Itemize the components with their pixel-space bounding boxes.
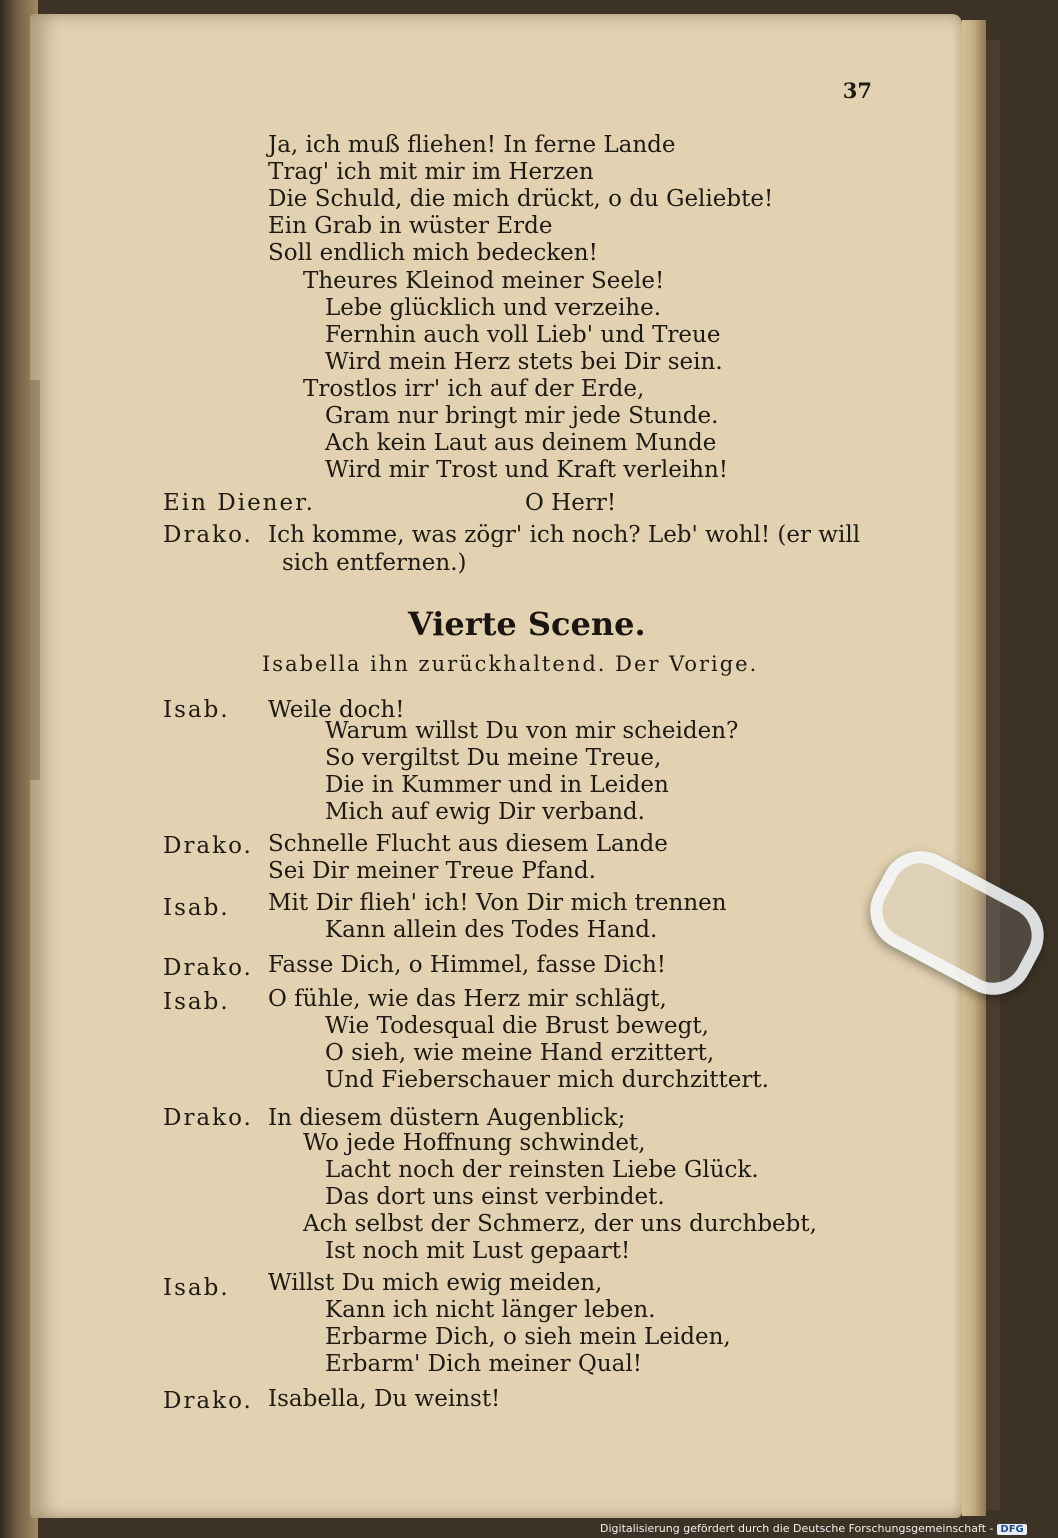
verse-line: Lebe glücklich und verzeihe. bbox=[325, 295, 662, 321]
page-fold-shadow bbox=[30, 380, 40, 780]
verse-line: Lacht noch der reinsten Liebe Glück. bbox=[325, 1157, 759, 1183]
dfg-logo-icon: DFG bbox=[997, 1524, 1026, 1535]
verse-line: Mich auf ewig Dir verband. bbox=[325, 799, 645, 825]
speaker-label: Drako. bbox=[163, 1388, 253, 1414]
verse-line: Gram nur bringt mir jede Stunde. bbox=[325, 403, 719, 429]
verse-line: Ich komme, was zögr' ich noch? Leb' wohl! (er will bbox=[268, 522, 861, 548]
verse-line: Weile doch! bbox=[268, 697, 405, 723]
verse-line: Ach kein Laut aus deinem Munde bbox=[325, 430, 717, 456]
speaker-label: Isab. bbox=[163, 895, 230, 921]
verse-line: So vergiltst Du meine Treue, bbox=[325, 745, 662, 771]
verse-line: Ein Grab in wüster Erde bbox=[268, 213, 553, 239]
verse-line: Willst Du mich ewig meiden, bbox=[268, 1270, 603, 1296]
verse-line: O Herr! bbox=[525, 490, 617, 516]
verse-line: Trostlos irr' ich auf der Erde, bbox=[303, 376, 645, 402]
verse-line: Mit Dir flieh' ich! Von Dir mich trennen bbox=[268, 890, 727, 916]
page-number: 37 bbox=[842, 78, 872, 103]
verse-line: Theures Kleinod meiner Seele! bbox=[303, 268, 665, 294]
verse-line: Die in Kummer und in Leiden bbox=[325, 772, 669, 798]
verse-line: Wird mir Trost und Kraft verleihn! bbox=[325, 457, 729, 483]
verse-line: Fasse Dich, o Himmel, fasse Dich! bbox=[268, 952, 667, 978]
verse-line: Fernhin auch voll Lieb' und Treue bbox=[325, 322, 721, 348]
verse-line: In diesem düstern Augenblick; bbox=[268, 1105, 626, 1131]
verse-line: Kann ich nicht länger leben. bbox=[325, 1297, 656, 1323]
verse-line: sich entfernen.) bbox=[282, 550, 467, 576]
speaker-label: Drako. bbox=[163, 833, 253, 859]
verse-line: Soll endlich mich bedecken! bbox=[268, 240, 598, 266]
verse-line: Und Fieberschauer mich durchzittert. bbox=[325, 1067, 769, 1093]
credit-text: Digitalisierung gefördert durch die Deutsche Forschungsgemeinschaft - bbox=[600, 1522, 994, 1535]
speaker-label: Isab. bbox=[163, 1275, 230, 1301]
verse-line: O sieh, wie meine Hand erzittert, bbox=[325, 1040, 715, 1066]
stage-direction: Isabella ihn zurückhaltend. Der Vorige. bbox=[262, 652, 759, 676]
speaker-label: Ein Diener. bbox=[163, 490, 315, 516]
verse-line: Sei Dir meiner Treue Pfand. bbox=[268, 858, 596, 884]
verse-line: Das dort uns einst verbindet. bbox=[325, 1184, 665, 1210]
verse-line: Trag' ich mit mir im Herzen bbox=[268, 159, 594, 185]
speaker-label: Drako. bbox=[163, 522, 253, 548]
verse-line: Erbarm' Dich meiner Qual! bbox=[325, 1351, 642, 1377]
page-stack-edge bbox=[962, 20, 986, 1516]
verse-line: Erbarme Dich, o sieh mein Leiden, bbox=[325, 1324, 731, 1350]
verse-line: Ach selbst der Schmerz, der uns durchbebt, bbox=[303, 1211, 817, 1237]
speaker-label: Drako. bbox=[163, 1105, 253, 1131]
scene-title: Vierte Scene. bbox=[408, 605, 646, 643]
speaker-label: Drako. bbox=[163, 955, 253, 981]
verse-line: Wie Todesqual die Brust bewegt, bbox=[325, 1013, 709, 1039]
book-cover-edge bbox=[986, 40, 1000, 1510]
verse-line: Isabella, Du weinst! bbox=[268, 1386, 501, 1412]
verse-line: Ist noch mit Lust gepaart! bbox=[325, 1238, 631, 1264]
verse-line: O fühle, wie das Herz mir schlägt, bbox=[268, 986, 667, 1012]
verse-line: Die Schuld, die mich drückt, o du Geliebte! bbox=[268, 186, 774, 212]
verse-line: Wird mein Herz stets bei Dir sein. bbox=[325, 349, 723, 375]
digitization-credit bbox=[600, 1522, 1027, 1535]
verse-line: Wo jede Hoffnung schwindet, bbox=[303, 1130, 646, 1156]
speaker-label: Isab. bbox=[163, 697, 230, 723]
verse-line: Warum willst Du von mir scheiden? bbox=[325, 718, 739, 744]
verse-line: Schnelle Flucht aus diesem Lande bbox=[268, 831, 668, 857]
verse-line: Ja, ich muß fliehen! In ferne Lande bbox=[268, 132, 676, 158]
verse-line: Kann allein des Todes Hand. bbox=[325, 917, 658, 943]
speaker-label: Isab. bbox=[163, 989, 230, 1015]
